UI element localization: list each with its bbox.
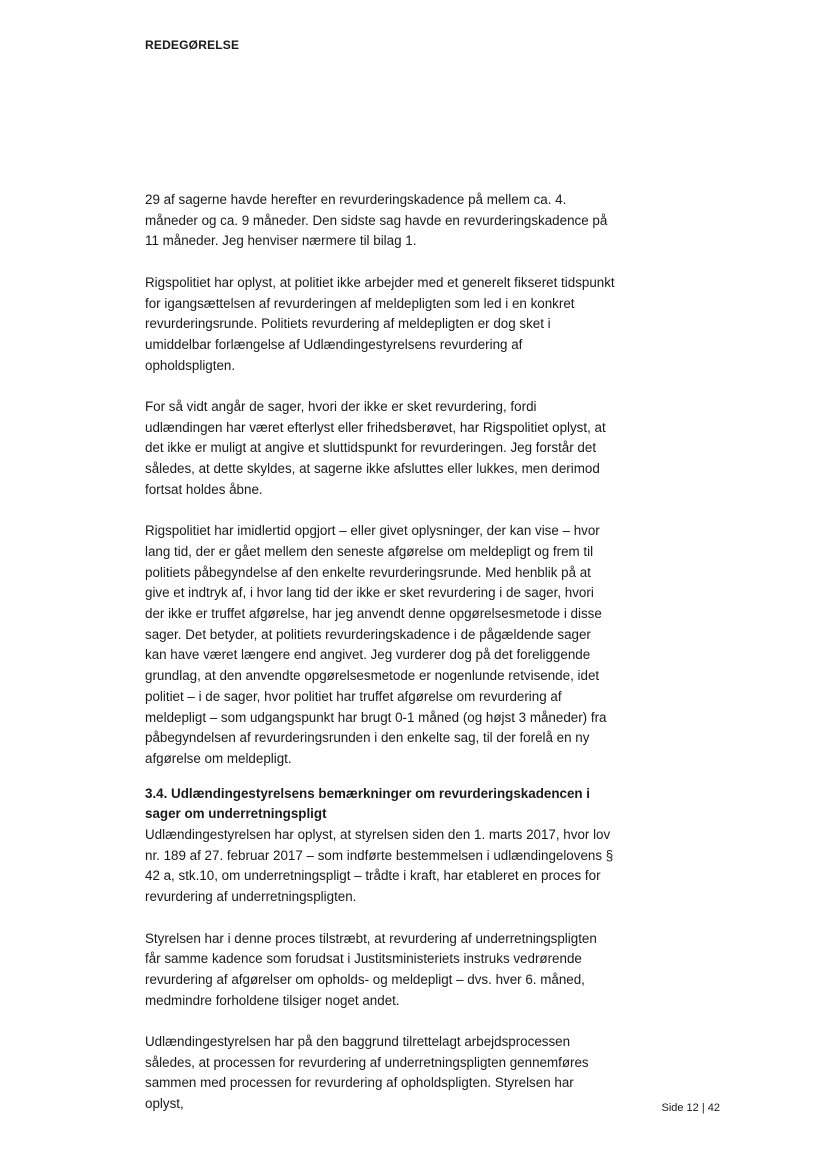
page-number: Side 12 | 42 <box>661 1102 720 1114</box>
body-paragraph: Rigspolitiet har imidlertid opgjort – eller givet oplysninger, der kan vise – hvor lang tid, der er gået mellem den seneste afgørelse om meldepligt og frem til politiets påbegyndelse af den enkelte revurderingsrunde. Med henblik på at give et indtryk af, i hvor lang tid der ikke er sket revurdering i de sager, hvori der ikke er truffet afgørelse, har jeg anvendt denne opgørelsesmetode i disse sager. Det betyder, at politiets revurderingskadence i de pågældende sager kan have været længere end angivet. Jeg vurderer dog på det foreliggende grundlag, at den anvendte opgørelsesmetode er nogenlunde retvisende, idet politiet – i de sager, hvor politiet har truffet afgørelse om revurdering af meldepligt – som udgangspunkt har brugt 0-1 måned (og højst 3 måneder) fra påbegyndelsen af revurderingsrunden i den enkelte sag, til der forelå en ny afgørelse om meldepligt. <box>145 523 607 766</box>
body-paragraph: Rigspolitiet har oplyst, at politiet ikke arbejder med et generelt fikseret tidspunkt for igangsættelsen af revurderingen af meldepligten som led i en konkret revurderingsrunde. Politiets revurdering af meldepligten er dog sket i umiddelbar forlængelse af Udlændingestyrelsens revurdering af opholdspligten. <box>145 274 615 373</box>
body-paragraph: 29 af sagerne havde herefter en revurderingskadence på mellem ca. 4. måneder og ca. 9 måneder. Den sidste sag havde en revurderingskadence på 11 måneder. Jeg henviser nærmere til bilag 1. <box>145 192 608 249</box>
section-heading: 3.4. Udlændingestyrelsens bemærkninger om revurderingskadencen i sager om underretningspligt <box>145 785 591 822</box>
document-body <box>145 190 615 1136</box>
document-header-title: REDEGØRELSE <box>145 38 240 52</box>
section-paragraph: Udlændingestyrelsen har oplyst, at styrelsen siden den 1. marts 2017, hvor lov nr. 189 af 27. februar 2017 – som indførte bestemmelsen i udlændingelovens § 42 a, stk.10, om underretningspligt – trådte i kraft, har etableret en proces for revurdering af underretningspligten. <box>145 827 614 905</box>
section-paragraph: Udlændingestyrelsen har på den baggrund tilrettelagt arbejdsprocessen således, at processen for revurdering af underretningspligten gennemføres sammen med processen for revurdering af opholdspligten. Styrelsen har oplyst, <box>145 1034 589 1112</box>
body-paragraph: For så vidt angår de sager, hvori der ikke er sket revurdering, fordi udlændingen har været efterlyst eller frihedsberøvet, har Rigspolitiet oplyst, at det ikke er muligt at angive et sluttidspunkt for revurderingen. Jeg forstår det således, at dette skyldes, at sagerne ikke afsluttes eller lukkes, men derimod fortsat holdes åbne. <box>145 399 606 497</box>
section-paragraph: Styrelsen har i denne proces tilstræbt, at revurdering af underretningspligten får samme kadence som forudsat i Justitsministeriets instruks vedrørende revurdering af afgørelser om opholds- og meldepligt – dvs. hver 6. måned, medmindre forholdene tilsiger noget andet. <box>145 930 597 1008</box>
